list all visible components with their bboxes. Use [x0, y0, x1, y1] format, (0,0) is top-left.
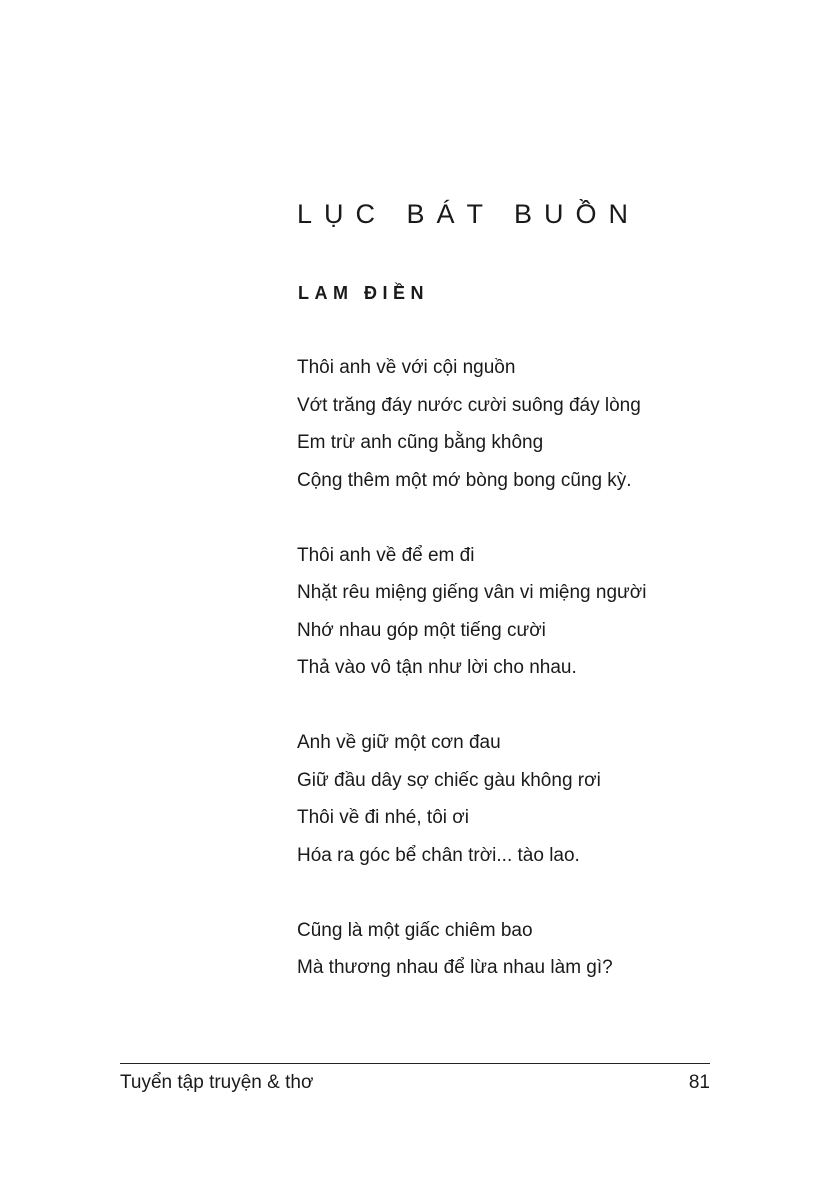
poem-line: Hóa ra góc bể chân trời... tào lao. — [297, 844, 580, 866]
page-number: 81 — [688, 1072, 710, 1093]
poem-line: Anh về giữ một cơn đau — [297, 732, 501, 753]
poem-line: Cũng là một giấc chiêm bao — [297, 919, 533, 941]
stanza — [297, 354, 777, 504]
poem-author: LAM ĐIỀN — [298, 283, 429, 303]
poem-line: Cộng thêm một mớ bòng bong cũng kỳ. — [297, 469, 632, 491]
poem-line: Thôi anh về để em đi — [297, 544, 475, 566]
poem-line: Thôi về đi nhé, tôi ơi — [297, 807, 469, 828]
poem-line: Vớt trăng đáy nước cười suông đáy lòng — [297, 394, 641, 416]
poem-line: Mà thương nhau để lừa nhau làm gì? — [297, 957, 613, 978]
stanza — [297, 917, 777, 992]
poem-body — [297, 354, 777, 1029]
stanza — [297, 542, 777, 692]
footer-book-title: Tuyển tập truyện & thơ — [120, 1072, 314, 1093]
poem-line: Nhặt rêu miệng giếng vân vi miệng người — [297, 582, 647, 603]
poem-title: LỤC BÁT BUỒN — [297, 199, 641, 229]
footer-divider — [120, 1063, 710, 1064]
poem-line: Nhớ nhau góp một tiếng cười — [297, 619, 546, 641]
stanza — [297, 729, 777, 879]
poem-line: Giữ đầu dây sợ chiếc gàu không rơi — [297, 769, 601, 791]
poem-line: Thả vào vô tận như lời cho nhau. — [297, 657, 577, 678]
poem-line: Thôi anh về với cội nguồn — [297, 357, 516, 378]
poem-line: Em trừ anh cũng bằng không — [297, 432, 544, 453]
